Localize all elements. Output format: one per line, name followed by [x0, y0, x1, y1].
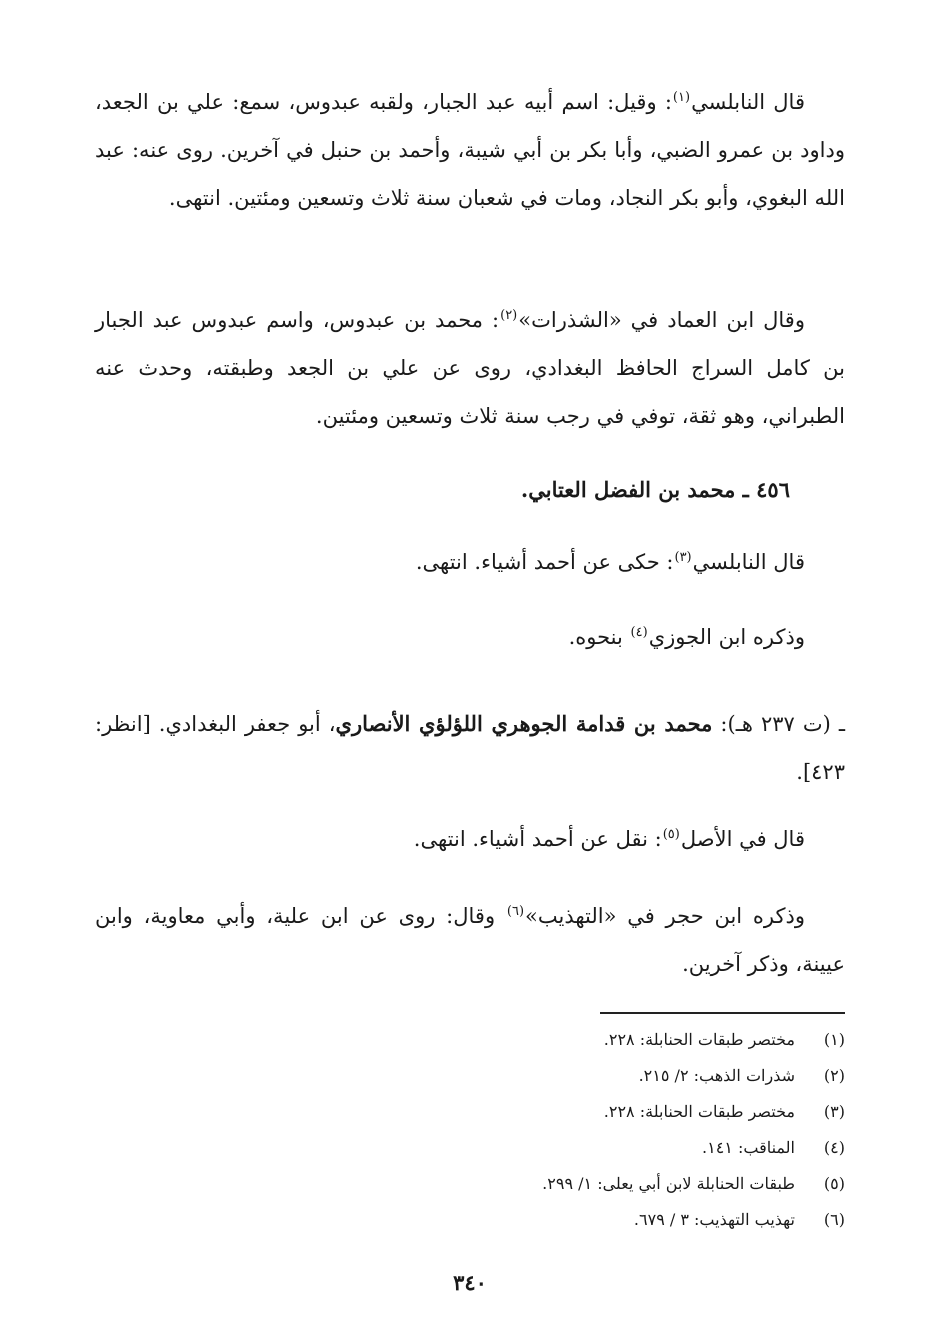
footnote-number: (٢)	[823, 1066, 845, 1085]
paragraph-ibn-al-jawzi	[95, 613, 845, 661]
footnote-text: المناقب: ١٤١.	[702, 1138, 795, 1157]
footnote-item	[95, 1022, 845, 1058]
footnote-text: مختصر طبقات الحنابلة: ٢٢٨.	[603, 1030, 795, 1049]
paragraph-nabulsi-3	[95, 538, 845, 586]
entry-date: ـ (ت ٢٣٧ هـ):	[712, 712, 845, 736]
paragraph-lead: وقال ابن العماد في «الشذرات»	[518, 308, 805, 332]
paragraph-al-asl	[95, 815, 845, 863]
footnote-text: شذرات الذهب: ٢/ ٢١٥.	[638, 1066, 795, 1085]
paragraph-lead: قال النابلسي	[692, 550, 805, 574]
footnote-ref: (٢)	[500, 308, 518, 323]
footnote-number: (٣)	[823, 1102, 845, 1121]
footnote-item	[95, 1130, 845, 1166]
book-page	[95, 70, 845, 1300]
paragraph-body: وقال: روى عن ابن علية، وأبي معاوية، وابن عيينة، وذكر آخرين.	[95, 904, 845, 976]
footnote-ref: (٤)	[630, 625, 648, 640]
paragraph-nabulsi-1	[95, 78, 845, 222]
footnote-number: (١)	[823, 1030, 845, 1049]
paragraph-body: : حكى عن أحمد أشياء. انتهى.	[415, 550, 674, 574]
footnote-divider	[600, 1012, 845, 1014]
paragraph-body: : محمد بن عبدوس، واسم عبدوس عبد الجبار بن كامل السراج الحافظ البغدادي، روى عن علي بن الجعد وطبقته، وحدث عنه الطبراني، وهو ثقة، توفي في رجب سنة ثلاث وتسعين ومئتين.	[95, 308, 845, 428]
footnote-item	[95, 1058, 845, 1094]
paragraph-body: : نقل عن أحمد أشياء. انتهى.	[413, 827, 662, 851]
footnote-text: مختصر طبقات الحنابلة: ٢٢٨.	[603, 1102, 795, 1121]
footnote-text: تهذيب التهذيب: ٣ / ٦٧٩.	[633, 1210, 795, 1229]
footnote-item	[95, 1202, 845, 1238]
footnote-item	[95, 1094, 845, 1130]
footnote-item	[95, 1166, 845, 1202]
footnote-ref: (٣)	[674, 550, 692, 565]
paragraph-ibn-hajar	[95, 892, 845, 988]
footnote-ref: (٥)	[662, 827, 680, 842]
footnote-text: طبقات الحنابلة لابن أبي يعلى: ١/ ٢٩٩.	[542, 1174, 795, 1193]
footnote-number: (٥)	[823, 1174, 845, 1193]
footnotes-list	[95, 1022, 845, 1238]
footnote-number: (٦)	[823, 1210, 845, 1229]
entry-heading-456: ٤٥٦ ـ محمد بن الفضل العتابي.	[520, 477, 790, 502]
page-number: ٣٤٠	[453, 1270, 487, 1295]
entry-body: ، أبو جعفر البغدادي. [انظر: ٤٢٣].	[95, 712, 845, 784]
footnote-ref: (١)	[672, 90, 691, 105]
footnote-ref: (٦)	[506, 904, 525, 919]
entry-name: محمد بن قدامة الجوهري اللؤلؤي الأنصاري	[335, 711, 713, 736]
paragraph-lead: وذكره ابن الجوزي	[648, 625, 805, 649]
paragraph-lead: قال النابلسي	[691, 90, 805, 114]
paragraph-lead: وذكره ابن حجر في «التهذيب»	[525, 904, 805, 928]
entry-muhammad-ibn-qudama	[95, 700, 845, 796]
paragraph-lead: قال في الأصل	[680, 827, 805, 851]
paragraph-ibn-al-imad	[95, 296, 845, 440]
paragraph-body: : وقيل: اسم أبيه عبد الجبار، ولقبه عبدوس، سمع: علي بن الجعد، وداود بن عمرو الضبي، وأبا بكر بن أبي شيبة، وأحمد بن حنبل في آخرين. روى عنه: عبد الله البغوي، وأبو بكر النجاد، ومات في شعبان سنة ثلاث وتسعين ومئتين. انتهى.	[95, 90, 845, 210]
footnote-number: (٤)	[823, 1138, 845, 1157]
paragraph-body: بنحوه.	[568, 625, 630, 649]
